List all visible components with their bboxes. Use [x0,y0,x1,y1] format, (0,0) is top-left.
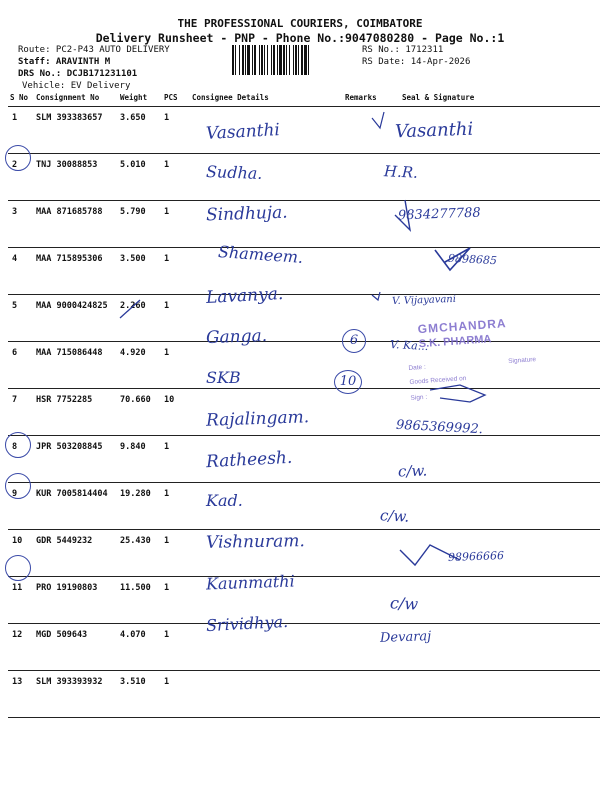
row-signature-cell [400,483,600,530]
row-weight: 11.500 [118,577,162,624]
handwritten-signature: c/w [389,593,419,614]
handwritten-consignee: Vasanthi [205,120,281,144]
sno-circle-mark [5,555,31,581]
row-pcs: 1 [162,530,190,577]
row-pcs: 1 [162,436,190,483]
stamp-company: S.K. PHARMA [418,333,492,351]
row-sno: 4 [8,248,34,295]
row-sno: 13 [8,671,34,718]
row-consignment: MAA 9000424825 [34,295,118,342]
handwritten-signature: Vasanthi [394,118,474,143]
handwritten-consignee: Kad. [206,491,243,510]
row-sno: 7 [8,389,34,436]
row-remarks-cell [343,671,400,718]
handwritten-signature: 9834277788 [397,205,481,224]
row-pcs: 1 [162,201,190,248]
remark-count: 10 [339,374,357,389]
stamp-name: GMCHANDRA [417,316,508,337]
row-signature-cell [397,436,600,483]
row-weight: 19.280 [118,483,162,530]
row-weight: 2.260 [118,295,162,342]
row-consignment: MAA 715086448 [34,342,118,389]
runsheet-title: Delivery Runsheet - PNP - Phone No.:9047080280 - Page No.:1 [95,31,505,45]
handwritten-signature: c/w. [397,461,428,481]
row-sno: 2 [8,154,34,201]
route-label: Route: PC2-P43 AUTO DELIVERY [18,45,170,55]
stamp-sign-label: Sign : [410,393,428,402]
row-consignment: SLM 393393932 [34,671,118,718]
row-consignment: TNJ 30088853 [34,154,118,201]
remark-count: 6 [349,333,359,348]
handwritten-consignee: Srividhya. [205,611,289,636]
row-weight: 9.840 [118,436,162,483]
company-title: THE PROFESSIONAL COURIERS, COIMBATORE [177,17,423,30]
table-row [8,154,600,201]
row-sno: 5 [8,295,34,342]
col-seal-signature: Seal & Signature [400,92,600,107]
row-sno: 6 [8,342,34,389]
row-signature-cell [400,248,600,295]
handwritten-consignee: SKB [206,368,241,387]
pharma-stamp [397,313,562,406]
table-row [8,107,600,154]
table-row [8,436,600,483]
handwritten-signature: H.R. [383,162,419,182]
handwritten-consignee: Lavanya. [205,283,284,309]
handwritten-consignee: Vishnuram. [205,531,305,553]
row-consignment: SLM 393383657 [34,107,118,154]
row-pcs: 1 [162,577,190,624]
table-row [8,577,600,624]
row-sno: 3 [8,201,34,248]
row-sno: 11 [8,577,34,624]
row-consignment: HSR 7752285 [34,389,118,436]
row-pcs: 1 [162,483,190,530]
table-row [8,483,600,530]
row-weight: 4.920 [118,342,162,389]
row-signature-cell [400,577,600,624]
row-sno: 9 [8,483,34,530]
row-remarks-cell [343,201,400,248]
runsheet-table [8,92,600,718]
handwritten-consignee: Sindhuja. [205,202,288,226]
sno-circle-mark [5,473,31,499]
row-sno: 12 [8,624,34,671]
handwritten-consignee: Kaunmathi [205,571,295,594]
vehicle-label: Vehicle: EV Delivery [22,81,131,91]
col-weight: Weight [118,92,162,107]
handwritten-signature: 9898685 [447,251,498,268]
row-consignment: JPR 503208845 [34,436,118,483]
col-consignee: Consignee Details [190,92,343,107]
table-row [8,201,600,248]
col-pcs: PCS [162,92,190,107]
remark-circle [342,329,366,353]
row-remarks-cell [343,436,400,483]
row-pcs: 1 [162,342,190,389]
row-weight: 5.790 [118,201,162,248]
row-pcs: 1 [162,107,190,154]
rs-number: RS No.: 1712311 [362,45,444,55]
stamp-goods-label: Goods Received on [409,375,467,386]
rs-date: RS Date: 14-Apr-2026 [362,57,471,67]
stamp-signature-label: Signature [508,356,537,366]
handwritten-signature: 98966666 [447,549,505,564]
drs-number: DRS No.: DCJB171231101 [18,69,138,79]
row-signature-cell [400,154,600,201]
staff-label: Staff: ARAVINTH M [18,57,111,67]
row-sno: 10 [8,530,34,577]
row-remarks-cell [343,530,400,577]
col-remarks: Remarks [343,92,400,107]
table-row [8,624,600,671]
row-sno: 8 [8,436,34,483]
handwritten-signature: 9865369992. [395,417,484,438]
row-remarks-cell [343,389,400,436]
handwritten-signature: V. Ka... [389,338,429,353]
col-consignment: Consignment No [34,92,118,107]
row-weight: 4.070 [118,624,162,671]
row-consignment: GDR 5449232 [34,530,118,577]
row-pcs: 1 [162,671,190,718]
handwritten-consignee: Shameem. [217,242,304,267]
stamp-date-label: Date : [408,363,427,373]
row-remarks-cell [343,248,400,295]
handwritten-consignee: Ganga. [205,325,268,349]
row-pcs: 1 [162,248,190,295]
barcode-icon [232,45,356,75]
handwritten-signature: V. Vijayavani [391,293,457,308]
row-weight: 70.660 [118,389,162,436]
table-row [8,248,600,295]
table-row [8,671,600,718]
row-consignment: MAA 715895306 [34,248,118,295]
handwritten-consignee: Rajalingam. [205,407,310,431]
row-consignee-cell [190,671,343,718]
handwritten-signature: c/w. [379,506,410,526]
row-remarks-cell [343,107,400,154]
row-pcs: 1 [162,154,190,201]
row-weight: 3.500 [118,248,162,295]
col-sno: S No [8,92,34,107]
row-weight: 5.010 [118,154,162,201]
row-sno: 1 [8,107,34,154]
row-pcs: 1 [162,295,190,342]
row-consignment: MAA 871685788 [34,201,118,248]
handwritten-signature: Devaraj [379,629,432,646]
handwritten-consignee: Ratheesh. [205,447,293,473]
row-pcs: 10 [162,389,190,436]
row-consignment: PRO 19190803 [34,577,118,624]
row-weight: 3.650 [118,107,162,154]
row-pcs: 1 [162,624,190,671]
row-weight: 3.510 [118,671,162,718]
sno-circle-mark [5,432,31,458]
table-header-row [8,92,600,107]
row-weight: 25.430 [118,530,162,577]
row-consignment: MGD 509643 [34,624,118,671]
handwritten-consignee: Sudha. [205,162,263,183]
remark-circle [334,370,362,394]
sno-circle-mark [5,145,31,171]
row-consignment: KUR 7005814404 [34,483,118,530]
row-signature-cell [400,671,600,718]
